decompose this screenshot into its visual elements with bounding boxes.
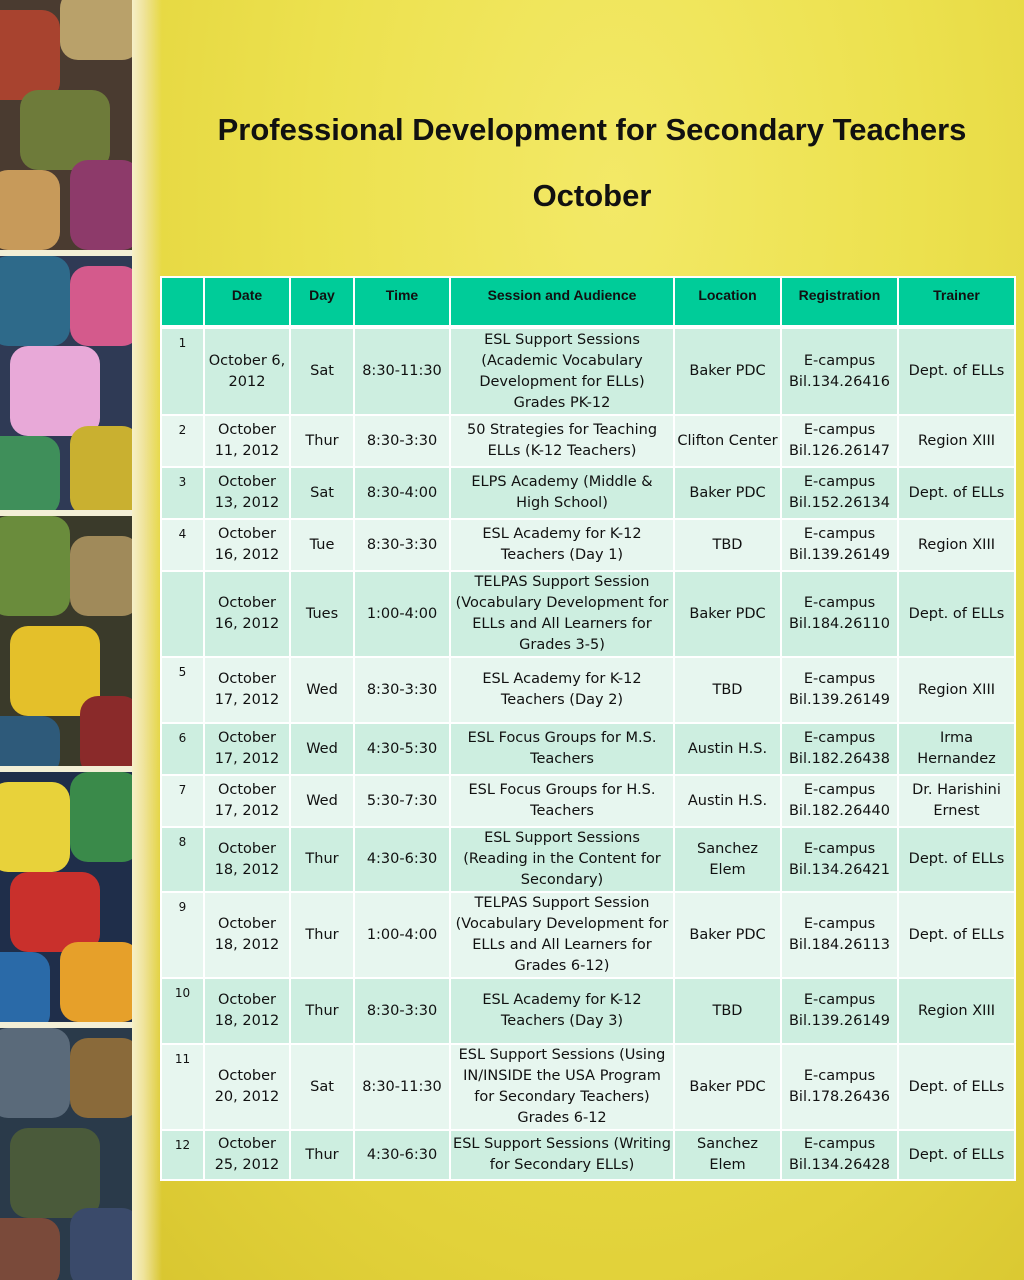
header-time: Time (354, 277, 450, 327)
cell-num: 9 (161, 892, 204, 978)
cell-trainer: Dept. of ELLs (898, 327, 1015, 415)
header-trainer: Trainer (898, 277, 1015, 327)
header-date: Date (204, 277, 290, 327)
cell-num: 7 (161, 775, 204, 827)
cell-day: Wed (290, 723, 354, 775)
cell-time: 5:30-7:30 (354, 775, 450, 827)
cell-date: October 18, 2012 (204, 892, 290, 978)
cell-trainer: Dept. of ELLs (898, 1044, 1015, 1130)
cell-registration: E-campus Bil.126.26147 (781, 415, 898, 467)
cell-registration: E-campus Bil.184.26110 (781, 571, 898, 657)
cell-session: ESL Support Sessions (Academic Vocabulary Development for ELLs) Grades PK-12 (450, 327, 674, 415)
cell-time: 4:30-6:30 (354, 1130, 450, 1180)
cell-num: 1 (161, 327, 204, 415)
cell-date: October 16, 2012 (204, 519, 290, 571)
cell-date: October 6, 2012 (204, 327, 290, 415)
table-row (161, 327, 1015, 415)
cell-trainer: Region XIII (898, 415, 1015, 467)
cell-date: October 17, 2012 (204, 775, 290, 827)
cell-session: ESL Support Sessions (Using IN/INSIDE the USA Program for Secondary Teachers) Grades 6-12 (450, 1044, 674, 1130)
cell-trainer: Dept. of ELLs (898, 1130, 1015, 1180)
strip-edge (132, 0, 162, 1280)
cell-day: Sat (290, 467, 354, 519)
cell-location: Austin H.S. (674, 723, 781, 775)
cell-time: 8:30-4:00 (354, 467, 450, 519)
cell-time: 4:30-5:30 (354, 723, 450, 775)
header-num (161, 277, 204, 327)
cell-registration: E-campus Bil.184.26113 (781, 892, 898, 978)
cell-trainer: Region XIII (898, 978, 1015, 1044)
header-registration: Registration (781, 277, 898, 327)
cell-registration: E-campus Bil.139.26149 (781, 519, 898, 571)
table-row (161, 978, 1015, 1044)
cell-date: October 18, 2012 (204, 827, 290, 892)
cell-time: 8:30-11:30 (354, 327, 450, 415)
cell-time: 8:30-3:30 (354, 415, 450, 467)
cell-registration: E-campus Bil.134.26416 (781, 327, 898, 415)
cell-day: Wed (290, 775, 354, 827)
table-row (161, 1130, 1015, 1180)
cell-date: October 16, 2012 (204, 571, 290, 657)
cell-session: ESL Focus Groups for H.S. Teachers (450, 775, 674, 827)
cell-date: October 13, 2012 (204, 467, 290, 519)
cell-registration: E-campus Bil.134.26428 (781, 1130, 898, 1180)
puzzle-panel (0, 1028, 132, 1280)
cell-location: Baker PDC (674, 1044, 781, 1130)
cell-session: ESL Academy for K-12 Teachers (Day 3) (450, 978, 674, 1044)
schedule-table (160, 276, 1016, 1181)
cell-location: TBD (674, 978, 781, 1044)
puzzle-panel (0, 0, 132, 250)
cell-day: Thur (290, 978, 354, 1044)
cell-location: Clifton Center (674, 415, 781, 467)
cell-location: Sanchez Elem (674, 1130, 781, 1180)
table-row (161, 415, 1015, 467)
cell-location: Baker PDC (674, 892, 781, 978)
cell-time: 1:00-4:00 (354, 892, 450, 978)
table-row (161, 723, 1015, 775)
cell-date: October 25, 2012 (204, 1130, 290, 1180)
cell-trainer: Dept. of ELLs (898, 571, 1015, 657)
cell-num: 4 (161, 519, 204, 571)
puzzle-panel (0, 772, 132, 1022)
cell-num: 10 (161, 978, 204, 1044)
cell-session: TELPAS Support Session (Vocabulary Development for ELLs and All Learners for Grades 6-12) (450, 892, 674, 978)
cell-registration: E-campus Bil.139.26149 (781, 978, 898, 1044)
cell-time: 8:30-3:30 (354, 519, 450, 571)
cell-time: 8:30-3:30 (354, 657, 450, 723)
cell-day: Wed (290, 657, 354, 723)
table-row (161, 892, 1015, 978)
cell-location: Baker PDC (674, 467, 781, 519)
table-header-row (161, 277, 1015, 327)
cell-date: October 11, 2012 (204, 415, 290, 467)
cell-day: Sat (290, 1044, 354, 1130)
puzzle-panel (0, 256, 132, 510)
cell-num: 2 (161, 415, 204, 467)
table-row (161, 571, 1015, 657)
cell-num: 5 (161, 657, 204, 723)
table-row (161, 467, 1015, 519)
cell-num: 12 (161, 1130, 204, 1180)
cell-session: ESL Academy for K-12 Teachers (Day 2) (450, 657, 674, 723)
cell-trainer: Dept. of ELLs (898, 892, 1015, 978)
cell-date: October 17, 2012 (204, 657, 290, 723)
cell-num: 11 (161, 1044, 204, 1130)
cell-registration: E-campus Bil.182.26438 (781, 723, 898, 775)
page-subtitle: October (532, 178, 652, 213)
cell-location: TBD (674, 657, 781, 723)
cell-session: ELPS Academy (Middle & High School) (450, 467, 674, 519)
cell-registration: E-campus Bil.139.26149 (781, 657, 898, 723)
cell-location: TBD (674, 519, 781, 571)
cell-trainer: Region XIII (898, 519, 1015, 571)
cell-date: October 20, 2012 (204, 1044, 290, 1130)
cell-session: ESL Academy for K-12 Teachers (Day 1) (450, 519, 674, 571)
cell-trainer: Dept. of ELLs (898, 467, 1015, 519)
cell-trainer: Region XIII (898, 657, 1015, 723)
cell-time: 1:00-4:00 (354, 571, 450, 657)
cell-day: Thur (290, 1130, 354, 1180)
cell-day: Thur (290, 415, 354, 467)
cell-day: Tues (290, 571, 354, 657)
cell-num: 8 (161, 827, 204, 892)
cell-session: TELPAS Support Session (Vocabulary Development for ELLs and All Learners for Grades 3-5) (450, 571, 674, 657)
cell-time: 8:30-11:30 (354, 1044, 450, 1130)
cell-session: ESL Support Sessions (Writing for Secondary ELLs) (450, 1130, 674, 1180)
cell-location: Sanchez Elem (674, 827, 781, 892)
table-row (161, 657, 1015, 723)
cell-session: ESL Focus Groups for M.S. Teachers (450, 723, 674, 775)
table-body (161, 327, 1015, 1180)
cell-location: Austin H.S. (674, 775, 781, 827)
header-session: Session and Audience (450, 277, 674, 327)
cell-trainer: Irma Hernandez (898, 723, 1015, 775)
cell-session: 50 Strategies for Teaching ELLs (K-12 Teachers) (450, 415, 674, 467)
cell-time: 4:30-6:30 (354, 827, 450, 892)
header-location: Location (674, 277, 781, 327)
cell-registration: E-campus Bil.152.26134 (781, 467, 898, 519)
cell-num: 6 (161, 723, 204, 775)
cell-date: October 17, 2012 (204, 723, 290, 775)
cell-num: 3 (161, 467, 204, 519)
cell-time: 8:30-3:30 (354, 978, 450, 1044)
cell-registration: E-campus Bil.178.26436 (781, 1044, 898, 1130)
cell-day: Sat (290, 327, 354, 415)
puzzle-decoration (0, 0, 132, 1280)
cell-day: Thur (290, 827, 354, 892)
puzzle-panel (0, 516, 132, 766)
page-title: Professional Development for Secondary Teachers (217, 112, 967, 147)
cell-num (161, 571, 204, 657)
table-row (161, 775, 1015, 827)
cell-date: October 18, 2012 (204, 978, 290, 1044)
cell-trainer: Dr. Harishini Ernest (898, 775, 1015, 827)
cell-registration: E-campus Bil.134.26421 (781, 827, 898, 892)
cell-day: Thur (290, 892, 354, 978)
cell-location: Baker PDC (674, 571, 781, 657)
header-day: Day (290, 277, 354, 327)
table-row (161, 519, 1015, 571)
cell-day: Tue (290, 519, 354, 571)
cell-registration: E-campus Bil.182.26440 (781, 775, 898, 827)
table-row (161, 1044, 1015, 1130)
cell-session: ESL Support Sessions (Reading in the Content for Secondary) (450, 827, 674, 892)
cell-trainer: Dept. of ELLs (898, 827, 1015, 892)
cell-location: Baker PDC (674, 327, 781, 415)
table-row (161, 827, 1015, 892)
